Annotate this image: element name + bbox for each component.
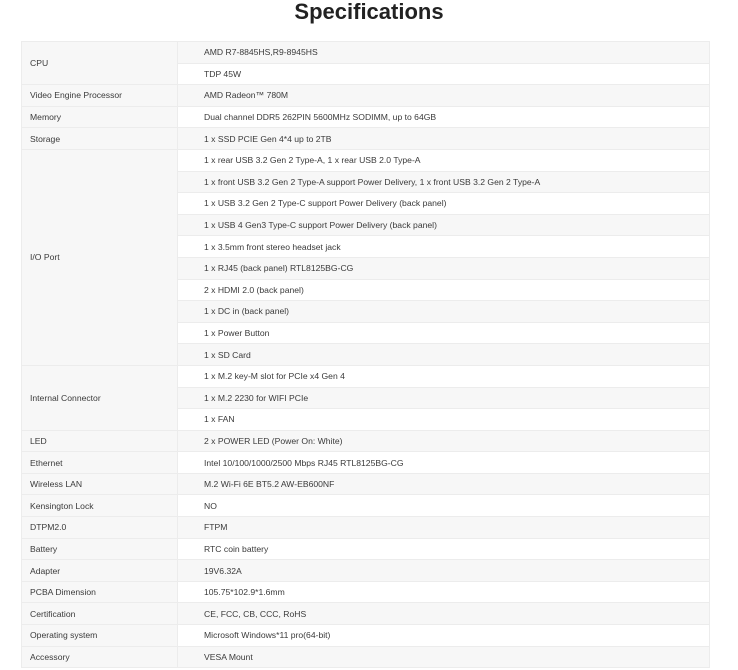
spec-label: CPU — [22, 42, 178, 85]
spec-value: 1 x M.2 key-M slot for PCIe x4 Gen 4 — [178, 365, 710, 387]
spec-value: 2 x HDMI 2.0 (back panel) — [178, 279, 710, 301]
table-row — [22, 517, 710, 539]
spec-label: Memory — [22, 106, 178, 128]
spec-value: AMD Radeon™ 780M — [178, 85, 710, 107]
spec-value: AMD R7-8845HS,R9-8945HS — [178, 42, 710, 64]
spec-label: DTPM2.0 — [22, 517, 178, 539]
table-row — [22, 42, 710, 64]
spec-label: Wireless LAN — [22, 473, 178, 495]
table-row — [22, 646, 710, 668]
spec-value: 1 x M.2 2230 for WIFI PCIe — [178, 387, 710, 409]
spec-value: 2 x POWER LED (Power On: White) — [178, 430, 710, 452]
spec-label: Operating system — [22, 625, 178, 647]
spec-value: 1 x DC in (back panel) — [178, 301, 710, 323]
spec-label: Internal Connector — [22, 365, 178, 430]
table-row — [22, 603, 710, 625]
spec-label: Storage — [22, 128, 178, 150]
table-row — [22, 495, 710, 517]
spec-value: M.2 Wi-Fi 6E BT5.2 AW-EB600NF — [178, 473, 710, 495]
table-row — [22, 85, 710, 107]
table-row — [22, 560, 710, 582]
spec-value: TDP 45W — [178, 63, 710, 85]
table-row — [22, 625, 710, 647]
spec-label: Ethernet — [22, 452, 178, 474]
table-row — [22, 538, 710, 560]
table-row — [22, 581, 710, 603]
spec-value: 1 x front USB 3.2 Gen 2 Type-A support Power Delivery, 1 x front USB 3.2 Gen 2 Type-A — [178, 171, 710, 193]
table-row — [22, 128, 710, 150]
spec-value: 1 x FAN — [178, 409, 710, 431]
spec-value: RTC coin battery — [178, 538, 710, 560]
spec-label: Kensington Lock — [22, 495, 178, 517]
spec-label: Accessory — [22, 646, 178, 668]
spec-value: 1 x rear USB 3.2 Gen 2 Type-A, 1 x rear USB 2.0 Type-A — [178, 149, 710, 171]
spec-value: Intel 10/100/1000/2500 Mbps RJ45 RTL8125BG-CG — [178, 452, 710, 474]
specifications-table-body — [22, 42, 710, 668]
spec-value: 1 x USB 3.2 Gen 2 Type-C support Power Delivery (back panel) — [178, 193, 710, 215]
spec-value: 1 x USB 4 Gen3 Type-C support Power Delivery (back panel) — [178, 214, 710, 236]
spec-value: CE, FCC, CB, CCC, RoHS — [178, 603, 710, 625]
spec-value: 1 x RJ45 (back panel) RTL8125BG-CG — [178, 257, 710, 279]
spec-value: 1 x 3.5mm front stereo headset jack — [178, 236, 710, 258]
specifications-table — [21, 41, 710, 668]
table-row — [22, 106, 710, 128]
spec-value: Dual channel DDR5 262PIN 5600MHz SODIMM, up to 64GB — [178, 106, 710, 128]
spec-label: Adapter — [22, 560, 178, 582]
spec-label: PCBA Dimension — [22, 581, 178, 603]
table-row — [22, 365, 710, 387]
spec-label: Video Engine Processor — [22, 85, 178, 107]
spec-value: NO — [178, 495, 710, 517]
spec-label: LED — [22, 430, 178, 452]
table-row — [22, 430, 710, 452]
spec-value: 1 x SD Card — [178, 344, 710, 366]
spec-value: 1 x Power Button — [178, 322, 710, 344]
table-row — [22, 149, 710, 171]
spec-value: FTPM — [178, 517, 710, 539]
spec-value: Microsoft Windows*11 pro(64-bit) — [178, 625, 710, 647]
spec-label: I/O Port — [22, 149, 178, 365]
spec-value: 105.75*102.9*1.6mm — [178, 581, 710, 603]
page-title: Specifications — [294, 0, 444, 24]
spec-label: Battery — [22, 538, 178, 560]
spec-label: Certification — [22, 603, 178, 625]
spec-value: VESA Mount — [178, 646, 710, 668]
spec-value: 1 x SSD PCIE Gen 4*4 up to 2TB — [178, 128, 710, 150]
spec-value: 19V6.32A — [178, 560, 710, 582]
table-row — [22, 473, 710, 495]
table-row — [22, 452, 710, 474]
